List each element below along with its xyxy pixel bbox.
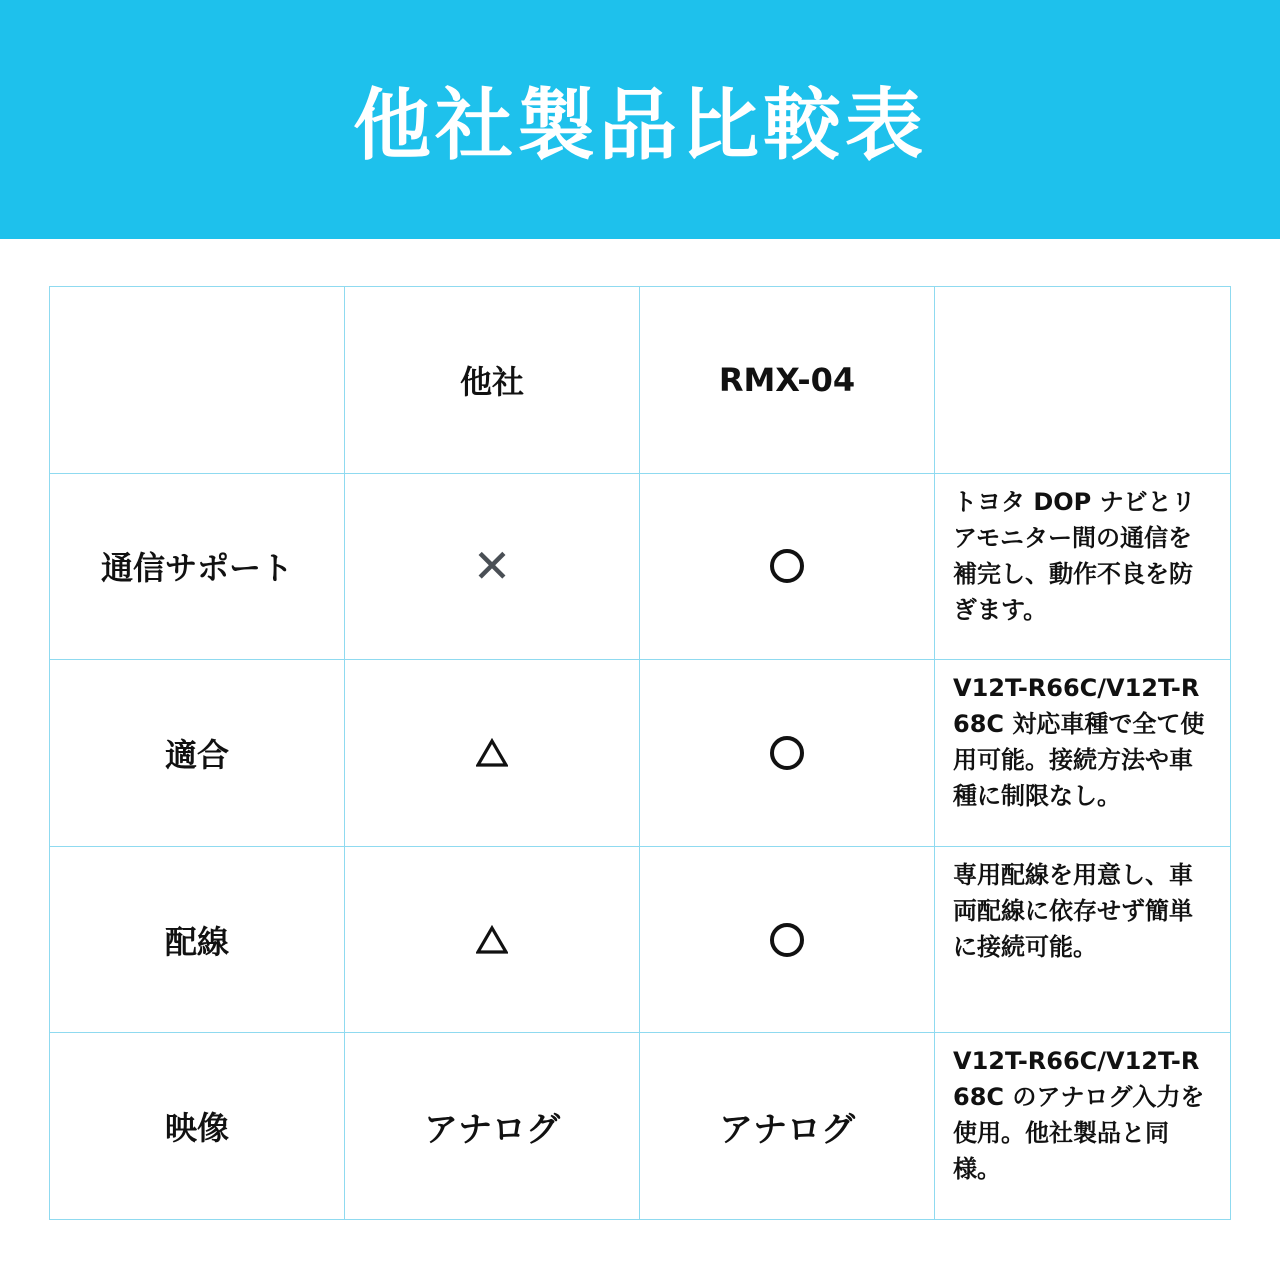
other-value-cell bbox=[345, 473, 640, 660]
header-desc-cell bbox=[935, 287, 1231, 474]
circle-mark-icon bbox=[770, 923, 804, 957]
other-value-cell bbox=[345, 1033, 640, 1220]
ours-value-cell bbox=[640, 473, 935, 660]
description-cell bbox=[935, 1033, 1231, 1220]
table-row bbox=[50, 846, 1231, 1033]
table-row bbox=[50, 1033, 1231, 1220]
header-other-cell bbox=[345, 287, 640, 474]
triangle-mark-icon bbox=[476, 738, 508, 768]
page-title: 他社製品比較表 bbox=[352, 80, 927, 171]
row-label: 映像 bbox=[164, 1109, 229, 1148]
table-header-row bbox=[50, 287, 1231, 474]
row-label: 通信サポート bbox=[100, 549, 293, 588]
title-banner bbox=[0, 0, 1280, 239]
header-ours-label: RMX-04 bbox=[718, 360, 856, 399]
other-value-cell bbox=[345, 846, 640, 1033]
description-cell bbox=[935, 846, 1231, 1033]
row-label-cell bbox=[50, 846, 345, 1033]
row-description: V12T-R66C/V12T-R68C のアナログ入力を使用。他社製品と同様。 bbox=[953, 1047, 1205, 1184]
circle-mark-icon bbox=[770, 549, 804, 583]
triangle-mark-icon bbox=[476, 925, 508, 955]
other-value-cell bbox=[345, 660, 640, 847]
comparison-table bbox=[49, 286, 1231, 1220]
header-ours-cell bbox=[640, 287, 935, 474]
description-cell bbox=[935, 473, 1231, 660]
row-label-cell bbox=[50, 660, 345, 847]
other-video-value: アナログ bbox=[424, 1109, 560, 1150]
row-label-cell bbox=[50, 1033, 345, 1220]
row-label-cell bbox=[50, 473, 345, 660]
ours-value-cell bbox=[640, 660, 935, 847]
row-label: 配線 bbox=[164, 922, 229, 961]
ours-value-cell bbox=[640, 846, 935, 1033]
row-label: 適合 bbox=[164, 735, 229, 774]
row-description: トヨタ DOP ナビとリアモニター間の通信を補完し、動作不良を防ぎます。 bbox=[953, 487, 1196, 624]
table-row bbox=[50, 660, 1231, 847]
header-other-label: 他社 bbox=[459, 362, 524, 401]
table-row bbox=[50, 473, 1231, 660]
ours-value-cell bbox=[640, 1033, 935, 1220]
description-cell bbox=[935, 660, 1231, 847]
row-description: 専用配線を用意し、車両配線に依存せず簡単に接続可能。 bbox=[953, 860, 1193, 961]
cross-mark-icon: ✕ bbox=[472, 539, 512, 594]
ours-video-value: アナログ bbox=[719, 1109, 855, 1150]
circle-mark-icon bbox=[770, 736, 804, 770]
row-description: V12T-R66C/V12T-R68C 対応車種で全て使用可能。接続方法や車種に制限なし。 bbox=[953, 674, 1205, 811]
header-empty-cell bbox=[50, 287, 345, 474]
